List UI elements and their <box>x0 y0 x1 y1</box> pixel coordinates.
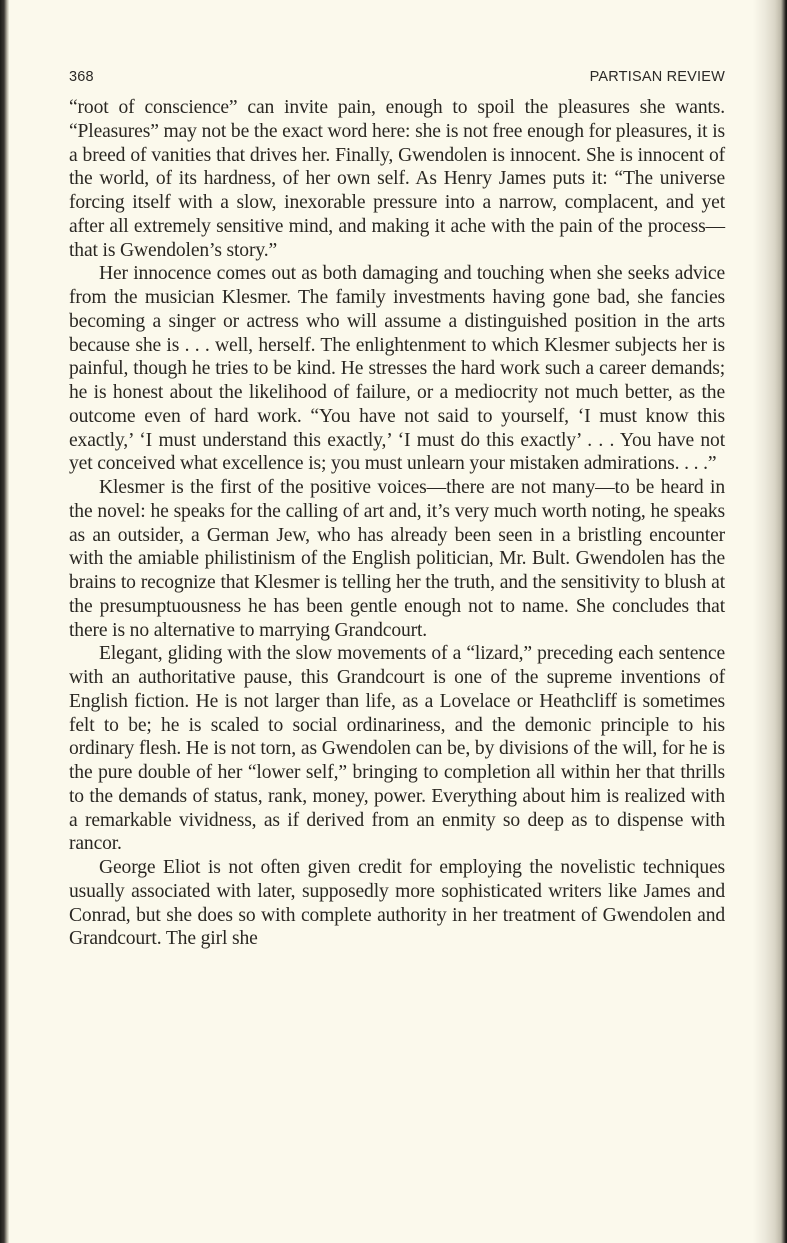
running-header <box>69 69 725 91</box>
paragraph-klesmer-positive-voice: Klesmer is the first of the positive voices—there are not many—to be heard in the novel: he speaks for the calling of art and, it’s very much worth noting, he speaks as an outsider, a German Jew, who has already been seen in a bristling encounter with the amiable philistinism of the English politician, Mr. Bult. Gwendolen has the brains to recognize that Klesmer is telling her the truth, and the sensitivity to blush at the presumptuousness he has been gentle enough not to name. She concludes that there is no alternative to marrying Grandcourt. <box>69 477 725 641</box>
page-number: 368 <box>69 69 94 85</box>
article-body <box>69 96 725 951</box>
page-edge-shadow-right <box>753 0 787 1243</box>
paragraph-klesmer-advice: Her innocence comes out as both damaging and touching when she seeks advice from the musician Klesmer. The family investments having gone bad, she fancies becoming a singer or actress who will assume a distinguished position in the arts because she is . . . well, herself. The enlightenment to which Klesmer subjects her is painful, though he tries to be kind. He stresses the hard work such a career demands; he is honest about the likelihood of failure, or a mediocrity not much better, as the outcome even of hard work. “You have not said to yourself, ‘I must know this exactly,’ ‘I must understand this exactly,’ ‘I must do this exactly’ . . . You have not yet conceived what excellence is; you must unlearn your mistaken admirations. . . .” <box>69 263 725 475</box>
paragraph-george-eliot-techniques: George Eliot is not often given credit for employing the novelistic techniques usually associated with later, supposedly more sophisticated writers like James and Conrad, but she does so with complete authority in her treatment of Gwendolen and Grandcourt. The girl she <box>69 857 725 950</box>
journal-title: PARTISAN REVIEW <box>589 69 725 85</box>
paragraph-continuation: “root of conscience” can invite pain, enough to spoil the pleasures she wants. “Pleasures” may not be the exact word here: she is not free enough for pleasures, it is a breed of vanities that drives her. Finally, Gwendolen is innocent. She is innocent of the world, of its hardness, of her own self. As Henry James puts it: “The universe forcing itself with a slow, inexorable pressure into a narrow, complacent, and yet after all extremely sensitive mind, and making it ache with the pain of the process—that is Gwendolen’s story.” <box>69 97 725 261</box>
paragraph-grandcourt: Elegant, gliding with the slow movements of a “lizard,” preceding each sentence with an authoritative pause, this Grandcourt is one of the supreme inventions of English fiction. He is not larger than life, as a Lovelace or Heathcliff is sometimes felt to be; he is scaled to social ordinariness, and the demonic principle to his ordinary flesh. He is not torn, as Gwendolen can be, by divisions of the will, for he is the pure double of her “lower self,” bringing to completion all within her that thrills to the demands of status, rank, money, power. Everything about him is realized with a remarkable vividness, as if derived from an enmity so deep as to dispense with rancor. <box>69 643 725 855</box>
page-binding-shadow-left <box>0 0 9 1243</box>
